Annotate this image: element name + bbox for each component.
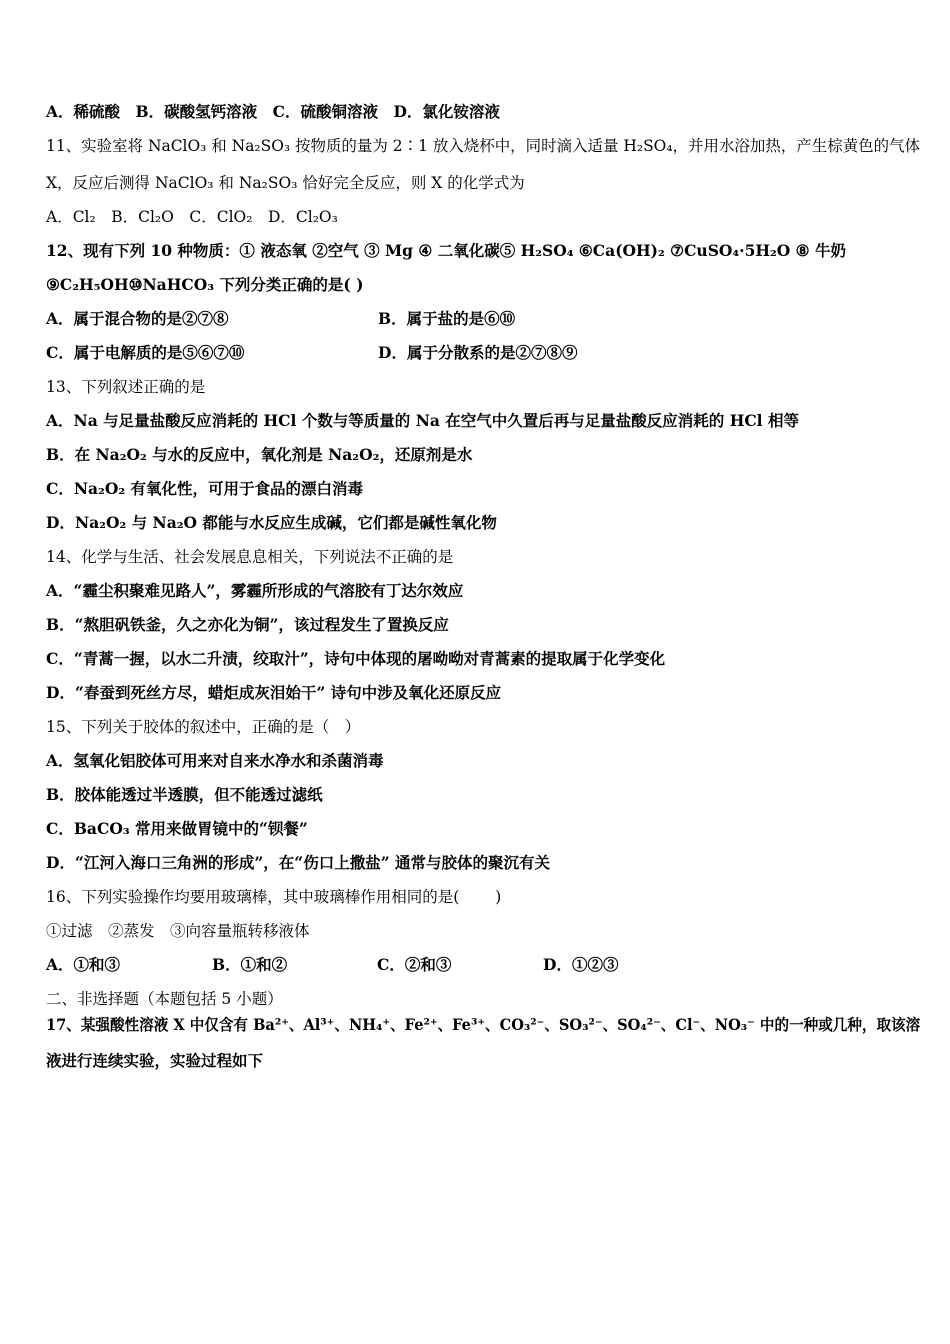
q13-option-c: C．Na₂O₂ 有氧化性，可用于食品的漂白消毒	[46, 479, 364, 498]
q14-option-a: A．“霾尘积聚难见路人”，雾霾所形成的气溶胶有丁达尔效应	[46, 581, 464, 600]
q16-options	[46, 954, 910, 976]
q11-stem-line1: 11、实验室将 NaClO₃ 和 Na₂SO₃ 按物质的量为 2∶1 放入烧杯中，同时滴入适量 H₂SO₄，并用水浴加热，产生棕黄色的气体	[46, 137, 921, 155]
q15-option-d: D．“江河入海口三角洲的形成”，在“伤口上撒盐” 通常与胶体的聚沉有关	[46, 853, 551, 872]
q16-option-d: D．①②③	[543, 955, 619, 974]
q12-stem-line1: 12、现有下列 10 种物质：① 液态氧 ②空气 ③ Mg ④ 二氧化碳⑤ H₂SO₄ ⑥Ca(OH)₂ ⑦CuSO₄·5H₂O ⑧ 牛奶	[46, 241, 846, 260]
q12-stem-line2: ⑨C₂H₅OH⑩NaHCO₃ 下列分类正确的是( )	[46, 275, 364, 294]
q15-option-c: C．BaCO₃ 常用来做胃镜中的“钡餐”	[46, 819, 308, 838]
q11-stem-line2: X，反应后测得 NaClO₃ 和 Na₂SO₃ 恰好完全反应，则 X 的化学式为	[46, 174, 525, 192]
q12-option-c: C．属于电解质的是⑤⑥⑦⑩	[46, 343, 245, 362]
q12-option-d: D．属于分散系的是②⑦⑧⑨	[378, 343, 578, 362]
q14-option-d: D．“春蚕到死丝方尽，蜡炬成灰泪始干” 诗句中涉及氧化还原反应	[46, 683, 502, 702]
q14-option-b: B．“熬胆矾铁釜，久之亦化为铜”，该过程发生了置换反应	[46, 615, 449, 634]
q16-stem: 16、下列实验操作均要用玻璃棒，其中玻璃棒作用相同的是( )	[46, 888, 502, 906]
q13-option-b: B．在 Na₂O₂ 与水的反应中，氧化剂是 Na₂O₂，还原剂是水	[46, 445, 473, 464]
q17-stem-line2: 液进行连续实验，实验过程如下	[46, 1051, 264, 1070]
q16-option-b: B．①和②	[212, 955, 288, 974]
q16-option-a: A．①和③	[46, 955, 121, 974]
q13-option-a: A．Na 与足量盐酸反应消耗的 HCl 个数与等质量的 Na 在空气中久置后再与足量盐酸反应消耗的 HCl 相等	[46, 411, 799, 430]
q10-options: A．稀硫酸 B．碳酸氢钙溶液 C．硫酸铜溶液 D．氯化铵溶液	[46, 102, 500, 121]
q12-options-row2	[46, 342, 910, 364]
q12-options-row1	[46, 308, 910, 330]
q11-options: A．Cl₂ B．Cl₂O C．ClO₂ D．Cl₂O₃	[46, 208, 338, 226]
q15-stem: 15、下列关于胶体的叙述中，正确的是（ ）	[46, 718, 361, 736]
q14-stem: 14、化学与生活、社会发展息息相关，下列说法不正确的是	[46, 548, 454, 566]
q13-option-d: D．Na₂O₂ 与 Na₂O 都能与水反应生成碱，它们都是碱性氧化物	[46, 513, 497, 532]
q15-option-a: A．氢氧化铝胶体可用来对自来水净水和杀菌消毒	[46, 751, 384, 770]
q12-option-a: A．属于混合物的是②⑦⑧	[46, 309, 229, 328]
q15-option-b: B．胶体能透过半透膜，但不能透过滤纸	[46, 785, 323, 804]
q14-option-c: C．“青蒿一握，以水二升渍，绞取汁”，诗句中体现的屠呦呦对青蒿素的提取属于化学变化	[46, 649, 666, 668]
q16-option-c: C．②和③	[377, 955, 452, 974]
q13-stem: 13、下列叙述正确的是	[46, 378, 206, 396]
section-heading: 二、非选择题（本题包括 5 小题）	[46, 990, 283, 1008]
q17-stem-line1: 17、某强酸性溶液 X 中仅含有 Ba²⁺、Al³⁺、NH₄⁺、Fe²⁺、Fe³⁺、CO₃²⁻、SO₃²⁻、SO₄²⁻、Cl⁻、NO₃⁻ 中的一种或几种，取该溶	[46, 1015, 921, 1034]
q12-option-b: B．属于盐的是⑥⑩	[378, 309, 516, 328]
q16-items: ①过滤 ②蒸发 ③向容量瓶转移液体	[46, 922, 310, 940]
